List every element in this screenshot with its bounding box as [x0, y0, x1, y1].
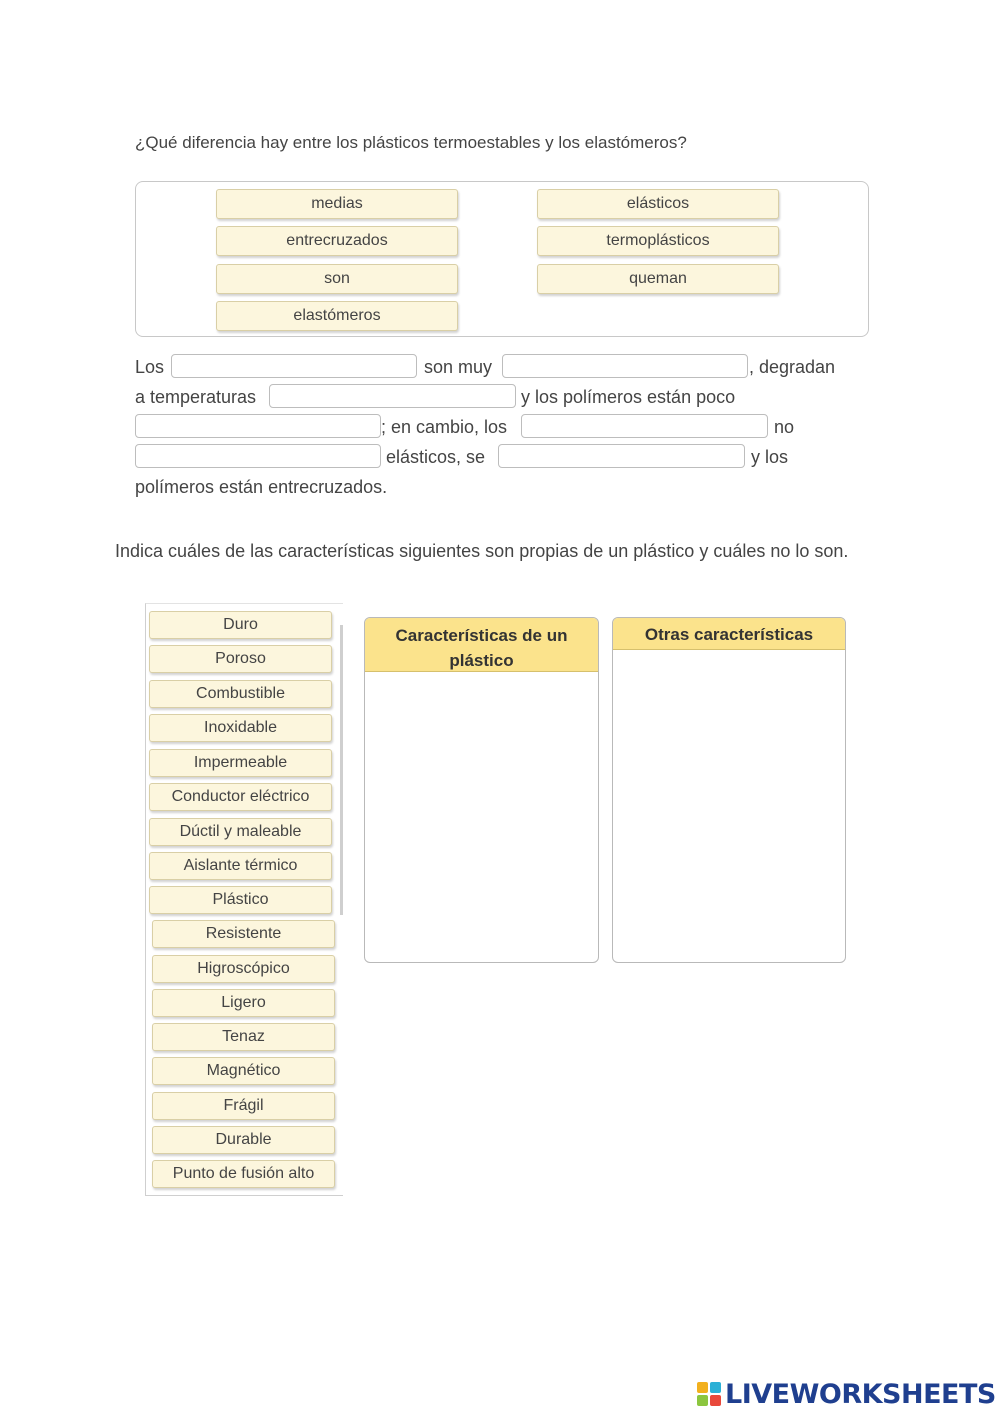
text-segment: elásticos, se	[386, 447, 486, 467]
draggable-item[interactable]: Dúctil y maleable	[149, 818, 332, 846]
drop-blank-1[interactable]	[171, 354, 417, 378]
text-segment: Los	[135, 357, 165, 377]
draggable-item[interactable]: Impermeable	[149, 749, 332, 777]
word-chip[interactable]: entrecruzados	[216, 226, 458, 256]
word-bank	[135, 181, 869, 337]
word-chip[interactable]: termoplásticos	[537, 226, 779, 256]
drop-blank-2[interactable]	[502, 354, 748, 378]
draggable-item[interactable]: Punto de fusión alto	[152, 1160, 335, 1188]
draggable-item[interactable]: Inoxidable	[149, 714, 332, 742]
word-chip[interactable]: queman	[537, 264, 779, 294]
draggable-item[interactable]: Magnético	[152, 1057, 335, 1085]
drop-column-other[interactable]	[612, 617, 846, 963]
draggable-item[interactable]: Poroso	[149, 645, 332, 673]
logo-mark-icon	[697, 1382, 721, 1406]
draggable-item[interactable]: Aislante térmico	[149, 852, 332, 880]
drop-blank-4[interactable]	[135, 414, 381, 438]
draggable-item[interactable]: Conductor eléctrico	[149, 783, 332, 811]
word-chip[interactable]: medias	[216, 189, 458, 219]
drop-blank-6[interactable]	[135, 444, 381, 468]
draggable-item[interactable]: Durable	[152, 1126, 335, 1154]
word-chip[interactable]: elastómeros	[216, 301, 458, 331]
characteristics-list[interactable]	[145, 603, 343, 1196]
text-segment: son muy	[424, 357, 493, 377]
draggable-item[interactable]: Frágil	[152, 1092, 335, 1120]
drop-blank-3[interactable]	[269, 384, 516, 408]
logo-text: LIVEWORKSHEETS	[725, 1378, 996, 1410]
draggable-item[interactable]: Duro	[149, 611, 332, 639]
draggable-item[interactable]: Higroscópico	[152, 955, 335, 983]
drop-column-plastic[interactable]	[364, 617, 599, 963]
word-chip[interactable]: son	[216, 264, 458, 294]
text-segment: polímeros están entrecruzados.	[135, 477, 388, 497]
column-header-other: Otras características	[613, 618, 845, 650]
column-header-plastic: Características de un plástico	[365, 618, 598, 672]
drop-blank-7[interactable]	[498, 444, 745, 468]
draggable-item[interactable]: Ligero	[152, 989, 335, 1017]
text-segment: , degradan	[749, 357, 836, 377]
text-segment: ; en cambio, los	[381, 417, 508, 437]
word-chip[interactable]: elásticos	[537, 189, 779, 219]
question-1: ¿Qué diferencia hay entre los plásticos termoestables y los elastómeros?	[135, 133, 687, 152]
text-segment: y los	[751, 447, 789, 467]
draggable-item[interactable]: Tenaz	[152, 1023, 335, 1051]
draggable-item[interactable]: Combustible	[149, 680, 332, 708]
question-2: Indica cuáles de las características siguientes son propias de un plástico y cuáles no lo son.	[115, 541, 849, 561]
draggable-item[interactable]: Plástico	[149, 886, 332, 914]
drop-blank-5[interactable]	[521, 414, 768, 438]
liveworksheets-logo	[697, 1377, 996, 1411]
list-scrollbar[interactable]	[340, 625, 343, 915]
text-segment: y los polímeros están poco	[521, 387, 736, 407]
text-segment: a temperaturas	[135, 387, 257, 407]
draggable-item[interactable]: Resistente	[152, 920, 335, 948]
text-segment: no	[774, 417, 795, 437]
